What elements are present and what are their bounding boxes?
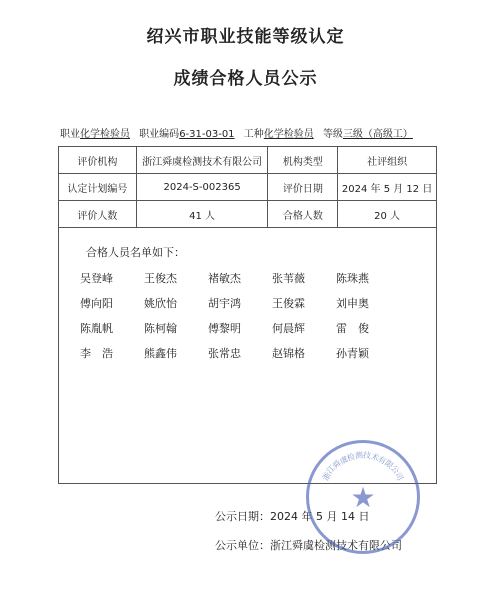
publish-unit: 公示单位：浙江舜虞检测技术有限公司 bbox=[215, 539, 402, 552]
info-cell: 评价机构 bbox=[59, 147, 137, 174]
person-name: 姚欣怡 bbox=[144, 296, 177, 310]
person-name: 何晨辉 bbox=[272, 321, 305, 335]
info-cell: 浙江舜虞检测技术有限公司 bbox=[136, 147, 268, 174]
occupation-meta-line bbox=[60, 125, 480, 140]
person-name: 王俊霖 bbox=[272, 296, 305, 310]
info-table bbox=[58, 146, 437, 228]
person-name: 傅向阳 bbox=[80, 296, 113, 310]
code-value: 6-31-03-01 bbox=[179, 129, 235, 140]
occupation-value: 化学检验员 bbox=[80, 129, 130, 140]
name-row bbox=[80, 315, 400, 340]
trade-label: 工种 bbox=[243, 129, 264, 140]
info-row bbox=[59, 201, 437, 228]
person-name: 陈珠燕 bbox=[336, 271, 369, 285]
code-label: 职业编码 bbox=[139, 129, 180, 140]
info-cell: 41 人 bbox=[136, 201, 268, 228]
occupation-label: 职业 bbox=[60, 129, 80, 140]
official-seal bbox=[306, 440, 420, 554]
seal-char: 公 bbox=[388, 464, 401, 476]
publish-date: 公示日期：2024 年 5 月 14 日 bbox=[215, 510, 370, 523]
info-cell: 2024-S-002365 bbox=[136, 174, 268, 201]
person-name: 陈柯翰 bbox=[144, 321, 177, 335]
person-name: 褚敏杰 bbox=[208, 271, 241, 285]
qualified-names-grid bbox=[80, 265, 400, 365]
seal-star-icon: ★ bbox=[350, 481, 376, 514]
person-name: 雷 俊 bbox=[336, 321, 369, 335]
level-label: 等级 bbox=[322, 129, 343, 140]
name-row bbox=[80, 290, 400, 315]
info-row bbox=[59, 147, 437, 174]
info-cell: 20 人 bbox=[338, 201, 437, 228]
page-subtitle: 成绩合格人员公示 bbox=[173, 69, 318, 89]
seal-char: 舜 bbox=[331, 458, 343, 471]
person-name: 张常忠 bbox=[208, 346, 241, 360]
seal-text bbox=[309, 443, 417, 551]
person-name: 李 浩 bbox=[80, 346, 113, 360]
person-name: 孙青颖 bbox=[336, 346, 369, 360]
info-cell: 社评组织 bbox=[338, 147, 437, 174]
info-cell: 2024 年 5 月 12 日 bbox=[338, 174, 437, 201]
seal-char: 虞 bbox=[338, 454, 350, 466]
seal-char: 术 bbox=[369, 451, 380, 463]
page-title: 绍兴市职业技能等级认定 bbox=[146, 27, 345, 47]
seal-char: 司 bbox=[393, 470, 406, 483]
info-cell: 评价日期 bbox=[268, 174, 338, 201]
seal-char: 江 bbox=[325, 464, 338, 476]
person-name: 王俊杰 bbox=[144, 271, 177, 285]
name-row bbox=[80, 265, 400, 290]
info-cell: 合格人数 bbox=[268, 201, 338, 228]
qualified-intro: 合格人员名单如下： bbox=[86, 246, 185, 259]
seal-char: 检 bbox=[346, 451, 357, 463]
seal-char: 限 bbox=[383, 458, 395, 471]
info-cell: 机构类型 bbox=[268, 147, 338, 174]
level-value: 三级（高级工） bbox=[342, 129, 413, 140]
name-row bbox=[80, 340, 400, 365]
info-row bbox=[59, 174, 437, 201]
seal-char: 技 bbox=[362, 450, 372, 461]
person-name: 陈胤帆 bbox=[80, 321, 113, 335]
person-name: 张苇薇 bbox=[272, 271, 305, 285]
person-name: 胡宇鸿 bbox=[208, 296, 241, 310]
seal-char: 有 bbox=[376, 454, 388, 466]
person-name: 赵锦格 bbox=[272, 346, 305, 360]
person-name: 熊鑫伟 bbox=[144, 346, 177, 360]
person-name: 傅黎明 bbox=[208, 321, 241, 335]
info-cell: 评价人数 bbox=[59, 201, 137, 228]
seal-char: 测 bbox=[354, 450, 364, 461]
person-name: 吴登峰 bbox=[80, 271, 113, 285]
trade-value: 化学检验员 bbox=[263, 129, 314, 140]
info-cell: 认定计划编号 bbox=[59, 174, 137, 201]
person-name: 刘申奥 bbox=[336, 296, 369, 310]
seal-char: 浙 bbox=[320, 470, 333, 483]
